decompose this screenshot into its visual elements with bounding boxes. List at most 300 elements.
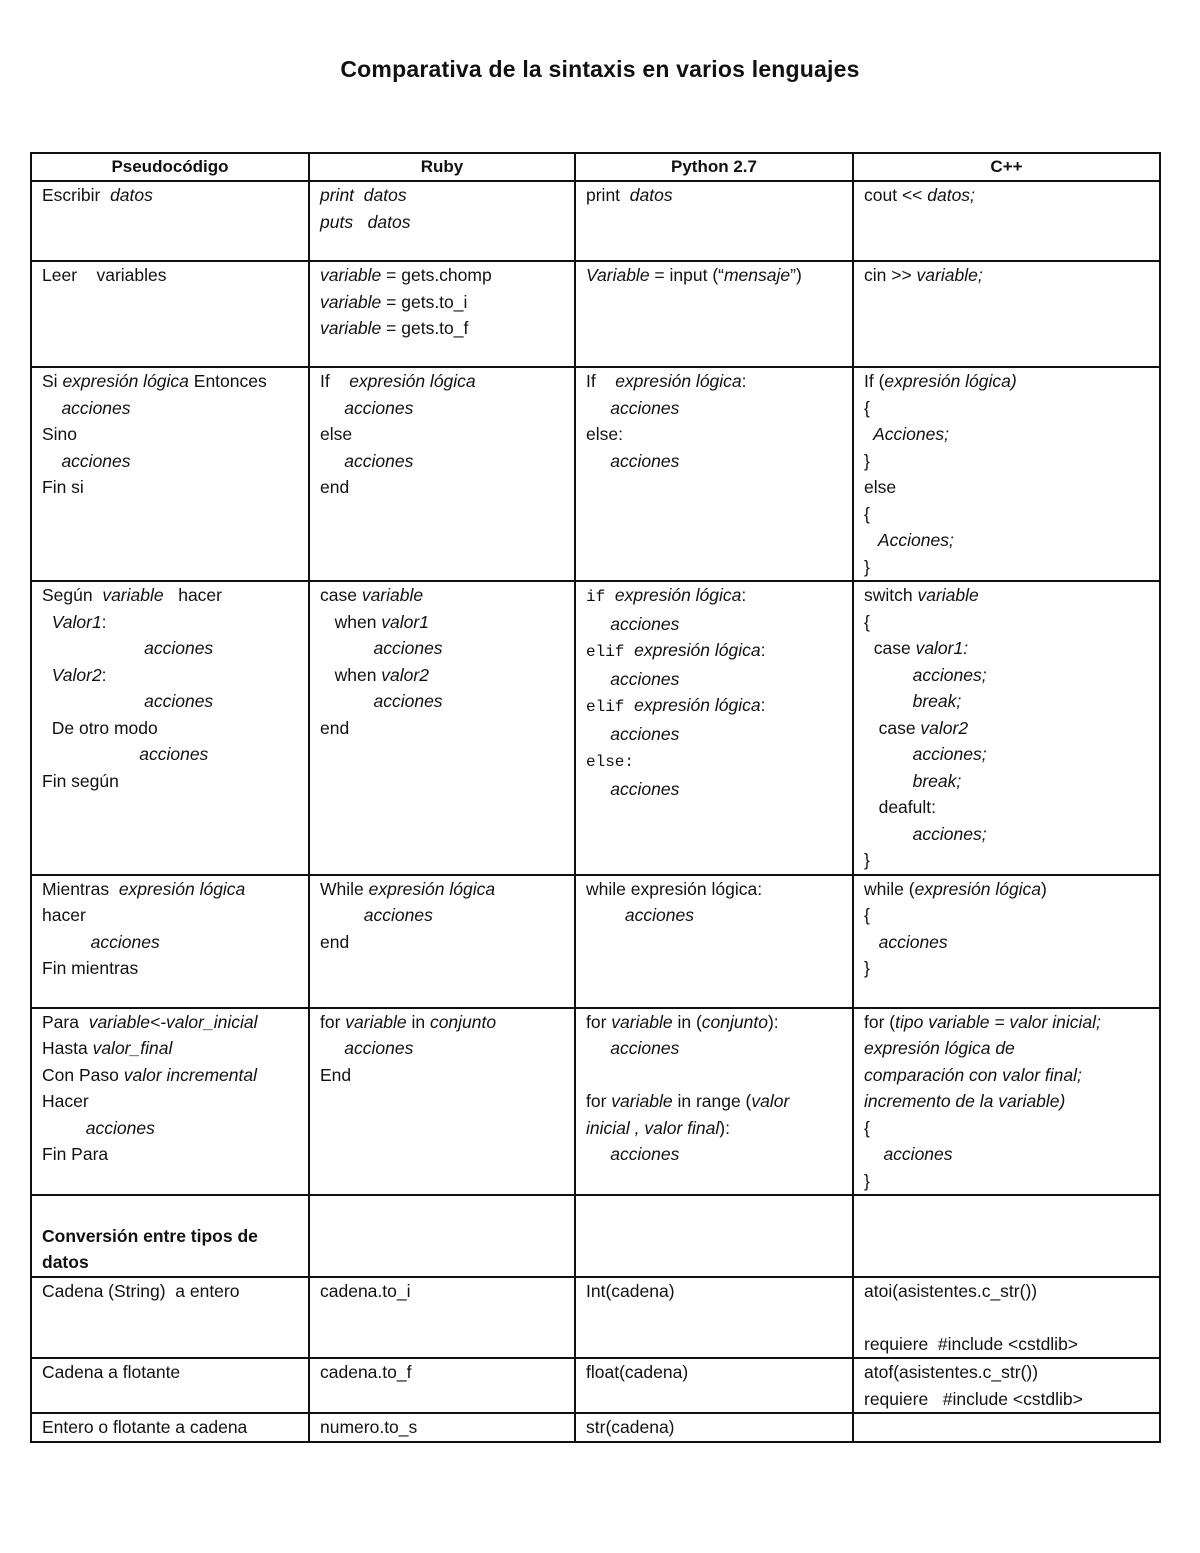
- code-line: [864, 688, 1153, 715]
- text-segment: [42, 612, 52, 632]
- code-line: [864, 794, 1153, 821]
- text-segment: incremento de la variable): [864, 1091, 1066, 1111]
- text-segment: Fin si: [42, 477, 84, 497]
- cell-cadena-entero-cpp: [853, 1277, 1160, 1359]
- text-segment: valor_final: [92, 1038, 173, 1058]
- text-segment: requiere #include <cstdlib>: [864, 1333, 1079, 1354]
- cell-conversion-cpp: [853, 1195, 1160, 1277]
- cell-mientras-ruby: [309, 875, 575, 1008]
- text-segment: {: [864, 1117, 870, 1138]
- table-row-escribir: [31, 181, 1160, 261]
- text-segment: variable: [611, 1011, 673, 1032]
- table-row-para: [31, 1008, 1160, 1196]
- code-line: [42, 741, 302, 768]
- text-segment: acciones: [586, 450, 680, 471]
- code-line: [42, 876, 302, 903]
- code-line: [586, 692, 846, 721]
- code-line: [864, 368, 1153, 395]
- cell-si-cpp: [853, 367, 1160, 581]
- table-row-entero-cadena: [31, 1413, 1160, 1442]
- text-segment: acciones: [320, 691, 443, 711]
- text-segment: datos: [110, 185, 153, 205]
- code-line: [586, 637, 846, 666]
- code-line: [320, 1062, 568, 1089]
- text-segment: Cadena (String) a entero: [42, 1280, 240, 1301]
- code-line: [42, 1359, 302, 1386]
- code-line: [864, 847, 1153, 874]
- code-line: [320, 395, 568, 422]
- text-segment: Fin según: [42, 770, 119, 791]
- cell-cadena-flotante-ruby: [309, 1358, 575, 1413]
- text-segment: cin >>: [864, 265, 917, 285]
- code-line: [864, 1304, 1153, 1331]
- cell-cadena-flotante-python: [575, 1358, 853, 1413]
- text-segment: :: [757, 878, 763, 899]
- code-line: [864, 1359, 1153, 1386]
- code-line: [42, 262, 302, 289]
- code-line: [320, 1278, 568, 1305]
- text-segment: De otro modo: [42, 717, 158, 738]
- text-segment: {: [864, 611, 870, 632]
- text-segment: end: [320, 477, 350, 497]
- text-segment: acciones: [42, 744, 209, 764]
- text-segment: cout <<: [864, 185, 928, 205]
- code-line: [864, 1115, 1153, 1142]
- text-segment: {: [864, 397, 870, 418]
- cell-entero-cadena-cpp: [853, 1413, 1160, 1442]
- text-segment: expresión lógica: [624, 695, 761, 715]
- text-segment: acciones: [42, 450, 131, 471]
- code-line: [864, 902, 1153, 929]
- text-segment: If: [320, 371, 350, 391]
- code-line: [586, 395, 846, 422]
- code-line: [586, 582, 846, 611]
- code-line: [320, 609, 568, 636]
- code-line: [586, 1088, 846, 1115]
- text-segment: switch: [864, 585, 918, 605]
- text-segment: acciones: [320, 1038, 414, 1058]
- text-segment: valor1: [381, 611, 429, 632]
- code-line: [42, 182, 302, 209]
- code-line: [320, 289, 568, 316]
- cell-leer-ruby: [309, 261, 575, 367]
- text-segment: variable<-valor_inicial: [88, 1011, 258, 1032]
- code-line: [42, 662, 302, 689]
- syntax-comparison-table: [30, 152, 1161, 1443]
- code-line: [864, 609, 1153, 636]
- code-line: [320, 635, 568, 662]
- text-segment: {: [864, 503, 870, 524]
- code-line: [586, 1359, 846, 1386]
- text-segment: valor: [751, 1091, 790, 1111]
- code-line: [586, 611, 846, 638]
- text-segment: acciones: [586, 613, 680, 634]
- header-row: [31, 153, 1160, 181]
- cell-conversion-ruby: [309, 1195, 575, 1277]
- code-line: [864, 662, 1153, 689]
- code-line: [42, 582, 302, 609]
- code-line: [320, 262, 568, 289]
- text-segment: when: [320, 664, 382, 685]
- code-line: [42, 1115, 302, 1142]
- code-line: [320, 715, 568, 742]
- code-line: [864, 635, 1153, 662]
- document-title: Comparativa de la sintaxis en varios lenguajes: [340, 56, 860, 82]
- text-segment: elif: [586, 643, 625, 661]
- text-segment: If: [586, 371, 616, 391]
- code-line: [42, 635, 302, 662]
- code-line: [42, 715, 302, 742]
- text-segment: atoi(asistentes.c_str()): [864, 1280, 1038, 1301]
- text-segment: for (: [864, 1011, 896, 1032]
- code-line: [864, 1278, 1153, 1305]
- text-segment: comparación con valor final;: [864, 1064, 1082, 1085]
- code-line: [586, 666, 846, 693]
- text-segment: Mientras: [42, 878, 119, 899]
- text-segment: = gets.chomp: [381, 265, 492, 285]
- code-line: [320, 1414, 568, 1441]
- code-line: [586, 262, 846, 289]
- text-segment: variable: [320, 291, 382, 312]
- text-segment: print datos: [320, 185, 407, 205]
- text-segment: ”): [790, 265, 802, 285]
- cell-si-ruby: [309, 367, 575, 581]
- header-ruby: Ruby: [309, 153, 575, 181]
- text-segment: else: [320, 424, 353, 444]
- text-segment: inicial , valor final: [586, 1117, 720, 1138]
- cell-cadena-flotante-cpp: [853, 1358, 1160, 1413]
- text-segment: hacer: [163, 585, 222, 605]
- text-segment: :: [741, 585, 747, 605]
- text-segment: tipo variable = valor inicial;: [895, 1011, 1101, 1032]
- text-segment: Con Paso: [42, 1064, 124, 1085]
- text-segment: Hacer: [42, 1091, 89, 1111]
- text-segment: acciones: [42, 638, 214, 658]
- text-segment: :: [101, 611, 107, 632]
- code-line: [42, 395, 302, 422]
- cell-leer-python: [575, 261, 853, 367]
- code-line: [42, 1196, 302, 1223]
- cell-segun-pseudocode: [31, 581, 309, 875]
- code-line: [864, 929, 1153, 956]
- table-row-si: [31, 367, 1160, 581]
- cell-si-python: [575, 367, 853, 581]
- code-line: [42, 929, 302, 956]
- text-segment: expresión lógica de: [864, 1038, 1015, 1058]
- text-segment: for: [586, 1091, 612, 1111]
- text-segment: case: [320, 585, 362, 605]
- text-segment: for: [586, 1011, 612, 1032]
- text-segment: deafult:: [864, 797, 936, 817]
- text-segment: Entero o flotante a cadena: [42, 1417, 248, 1437]
- code-line: [864, 1009, 1153, 1036]
- text-segment: valor incremental: [123, 1064, 257, 1085]
- text-segment: acciones: [586, 1144, 680, 1164]
- text-segment: acciones;: [864, 823, 987, 844]
- header-pseudocode: Pseudocódigo: [31, 153, 309, 181]
- text-segment: datos: [42, 1252, 89, 1272]
- text-segment: End: [320, 1064, 352, 1085]
- text-segment: acciones;: [864, 744, 987, 764]
- text-segment: float(cadena): [586, 1362, 689, 1382]
- text-segment: {: [864, 905, 870, 925]
- text-segment: variable: [611, 1091, 673, 1111]
- cell-cadena-entero-pseudocode: [31, 1277, 309, 1359]
- text-segment: acciones;: [864, 664, 987, 685]
- text-segment: Para: [42, 1011, 89, 1032]
- table-body: [31, 181, 1160, 1442]
- code-line: [42, 1088, 302, 1115]
- text-segment: while: [586, 878, 631, 899]
- text-segment: in (: [672, 1011, 702, 1032]
- code-line: [586, 1009, 846, 1036]
- text-segment: else: [864, 477, 897, 497]
- code-line: [42, 955, 302, 982]
- text-segment: expresión lógica: [624, 640, 761, 660]
- text-segment: requiere #include <cstdlib>: [864, 1388, 1083, 1409]
- code-line: [320, 421, 568, 448]
- text-segment: while (: [864, 878, 915, 899]
- cell-cadena-entero-ruby: [309, 1277, 575, 1359]
- code-line: [320, 315, 568, 342]
- text-segment: }: [864, 556, 870, 577]
- text-segment: conjunto: [429, 1011, 497, 1032]
- text-segment: :: [741, 371, 747, 391]
- text-segment: Valor2: [51, 664, 102, 685]
- text-segment: Escribir: [42, 185, 111, 205]
- text-segment: acciones: [320, 638, 443, 658]
- text-segment: acciones: [586, 778, 680, 799]
- text-segment: Conversión entre tipos de: [42, 1225, 258, 1246]
- text-segment: acciones: [586, 905, 694, 925]
- code-line: [586, 721, 846, 748]
- code-line: [864, 1088, 1153, 1115]
- code-line: [586, 1062, 846, 1089]
- text-segment: Leer variables: [42, 265, 167, 285]
- text-segment: Si: [42, 371, 63, 391]
- code-line: [864, 1062, 1153, 1089]
- text-segment: numero.to_s: [320, 1417, 418, 1437]
- text-segment: expresión lógica: [914, 878, 1042, 899]
- cell-escribir-ruby: [309, 181, 575, 261]
- code-line: [42, 902, 302, 929]
- text-segment: acciones: [42, 1117, 155, 1138]
- code-line: [864, 448, 1153, 475]
- code-line: [586, 368, 846, 395]
- code-line: [864, 1331, 1153, 1358]
- text-segment: end: [320, 931, 350, 952]
- text-segment: case: [864, 638, 916, 658]
- cell-leer-pseudocode: [31, 261, 309, 367]
- text-segment: Cadena a flotante: [42, 1362, 181, 1382]
- text-segment: acciones: [586, 1038, 680, 1058]
- text-segment: expresión lógica: [118, 878, 246, 899]
- text-segment: acciones: [42, 691, 214, 711]
- text-segment: for: [320, 1011, 346, 1032]
- text-segment: expresión lógica): [884, 371, 1017, 391]
- code-line: [586, 747, 846, 776]
- text-segment: Según: [42, 585, 103, 605]
- code-line: [864, 1386, 1153, 1413]
- code-line: [586, 776, 846, 803]
- code-line: [586, 1115, 846, 1142]
- code-line: [42, 688, 302, 715]
- text-segment: acciones: [586, 668, 680, 689]
- text-segment: Variable: [586, 265, 650, 285]
- table-row-cadena-entero: [31, 1277, 1160, 1359]
- text-segment: in: [406, 1011, 430, 1032]
- code-line: [586, 182, 846, 209]
- cell-segun-cpp: [853, 581, 1160, 875]
- code-line: [42, 474, 302, 501]
- text-segment: case: [864, 717, 921, 738]
- text-segment: :: [760, 640, 766, 660]
- text-segment: expresión lógica: [349, 371, 476, 391]
- text-segment: }: [864, 1170, 870, 1191]
- text-segment: acciones: [320, 450, 414, 471]
- text-segment: acciones: [42, 931, 160, 952]
- text-segment: cadena.to_f: [320, 1362, 412, 1382]
- text-segment: mensaje: [723, 265, 791, 285]
- text-segment: break;: [864, 691, 962, 711]
- cell-mientras-python: [575, 875, 853, 1008]
- text-segment: acciones: [586, 723, 680, 744]
- code-line: [586, 902, 846, 929]
- code-line: [42, 1278, 302, 1305]
- text-segment: Valor1: [51, 611, 102, 632]
- code-line: [864, 262, 1153, 289]
- code-line: [864, 182, 1153, 209]
- code-line: [586, 1035, 846, 1062]
- text-segment: break;: [864, 770, 962, 791]
- text-segment: Fin Para: [42, 1144, 109, 1164]
- text-segment: }: [864, 450, 870, 471]
- code-line: [864, 1035, 1153, 1062]
- text-segment: Acciones;: [864, 424, 949, 444]
- text-segment: }: [864, 958, 870, 978]
- text-segment: hacer: [42, 905, 86, 925]
- text-segment: Fin mientras: [42, 958, 139, 978]
- code-line: [864, 527, 1153, 554]
- text-segment: = input (“: [649, 265, 724, 285]
- code-line: [42, 1249, 302, 1276]
- text-segment: datos: [629, 185, 673, 205]
- text-segment: Hasta: [42, 1038, 93, 1058]
- text-segment: expresión lógica: [630, 878, 758, 899]
- code-line: [320, 688, 568, 715]
- text-segment: else:: [586, 753, 635, 771]
- code-line: [320, 929, 568, 956]
- text-segment: valor2: [920, 717, 969, 738]
- text-segment: variable: [320, 265, 382, 285]
- cell-conversion-pseudocode: [31, 1195, 309, 1277]
- text-segment: variable: [917, 585, 979, 605]
- text-segment: expresión lógica: [368, 878, 496, 899]
- text-segment: elif: [586, 698, 625, 716]
- cell-conversion-python: [575, 1195, 853, 1277]
- text-segment: puts datos: [320, 211, 411, 232]
- text-segment: acciones: [320, 905, 433, 925]
- cell-si-pseudocode: [31, 367, 309, 581]
- text-segment: = gets.to_i: [381, 291, 468, 312]
- text-segment: expresión lógica: [62, 371, 189, 391]
- code-line: [42, 609, 302, 636]
- code-line: [586, 876, 846, 903]
- table-row-cadena-flotante: [31, 1358, 1160, 1413]
- header-cpp: C++: [853, 153, 1160, 181]
- code-line: [320, 902, 568, 929]
- text-segment: expresión lógica: [605, 585, 742, 605]
- text-segment: ): [1041, 878, 1047, 899]
- text-segment: valor1:: [915, 638, 969, 658]
- code-line: [586, 421, 846, 448]
- code-line: [320, 662, 568, 689]
- code-line: [864, 501, 1153, 528]
- code-line: [864, 1141, 1153, 1168]
- cell-cadena-flotante-pseudocode: [31, 1358, 309, 1413]
- header-python: Python 2.7: [575, 153, 853, 181]
- code-line: [320, 209, 568, 236]
- code-line: [864, 741, 1153, 768]
- text-segment: when: [320, 611, 382, 632]
- code-line: [42, 1141, 302, 1168]
- code-line: [320, 368, 568, 395]
- text-segment: acciones: [864, 1144, 953, 1164]
- text-segment: :: [760, 695, 766, 715]
- text-segment: ):: [719, 1117, 730, 1138]
- text-segment: variable: [102, 585, 164, 605]
- text-segment: in range (: [672, 1091, 752, 1111]
- table-row-segun: [31, 581, 1160, 875]
- table-row-mientras: [31, 875, 1160, 1008]
- code-line: [864, 421, 1153, 448]
- text-segment: acciones: [586, 397, 680, 418]
- code-line: [864, 582, 1153, 609]
- cell-entero-cadena-pseudocode: [31, 1413, 309, 1442]
- text-segment: acciones: [42, 397, 131, 418]
- code-line: [320, 582, 568, 609]
- cell-entero-cadena-ruby: [309, 1413, 575, 1442]
- text-segment: :: [101, 664, 107, 685]
- code-line: [864, 876, 1153, 903]
- code-line: [586, 448, 846, 475]
- cell-para-ruby: [309, 1008, 575, 1196]
- code-line: [42, 1035, 302, 1062]
- code-line: [864, 955, 1153, 982]
- text-segment: If (: [864, 371, 885, 391]
- text-segment: print: [586, 185, 630, 205]
- text-segment: ):: [767, 1011, 779, 1032]
- code-line: [320, 448, 568, 475]
- text-segment: if: [586, 588, 606, 606]
- code-line: [586, 1414, 846, 1441]
- code-line: [42, 1223, 302, 1250]
- text-segment: variable;: [916, 265, 983, 285]
- code-line: [320, 1035, 568, 1062]
- code-line: [42, 421, 302, 448]
- code-line: [42, 768, 302, 795]
- text-segment: acciones: [320, 397, 414, 418]
- table-row-leer: [31, 261, 1160, 367]
- text-segment: = gets.to_f: [381, 318, 469, 338]
- code-line: [864, 554, 1153, 581]
- text-segment: variable: [345, 1011, 407, 1032]
- code-line: [320, 474, 568, 501]
- cell-mientras-cpp: [853, 875, 1160, 1008]
- text-segment: cadena.to_i: [320, 1280, 411, 1301]
- code-line: [586, 1141, 846, 1168]
- text-segment: end: [320, 717, 350, 738]
